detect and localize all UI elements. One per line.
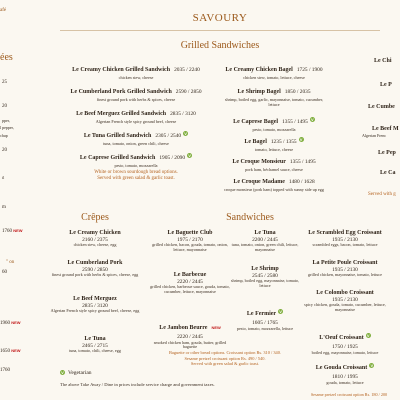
right-fragment: Le Cumbe: [368, 104, 395, 110]
item-desc: tomato, lettuce, cheese: [254, 147, 294, 153]
item-desc: boiled egg, mayonnaise, tomato, lettuce: [311, 349, 379, 355]
left-desc: m: [2, 205, 6, 210]
left-price: 25: [2, 80, 7, 85]
item-name: Le Shrimp Bagel: [237, 89, 281, 95]
item-price: 1810 / 1995: [332, 374, 358, 381]
menu-item: [66, 102, 206, 125]
item-desc: grilled chicken, barbecue sauce, gouda, tomato, cucumber, lettuce, mayonnaise: [150, 284, 230, 294]
note-line: Sesame pretzel croissant option Rs. 490 / 540.: [184, 355, 266, 361]
right-fragment: Le P: [380, 82, 392, 88]
item-name: Le Tuna: [254, 230, 276, 236]
item-desc: chicken stew, tomato, lettuce, cheese: [243, 75, 305, 81]
item-price: 1355 / 1495: [289, 159, 316, 165]
leaf-dot-icon: V: [299, 136, 303, 142]
left-desc: pper,: [2, 118, 10, 123]
item-price: 1850 / 2035: [284, 89, 311, 95]
item-price: 1355 / 1495: [282, 119, 308, 125]
menu-item: [300, 356, 390, 385]
item-name: Le Beef Merguez: [73, 296, 117, 302]
item-desc: tuna, tomato, onion, green chili, cheese: [103, 141, 169, 147]
menu-item: [150, 316, 230, 350]
menu-item: [300, 290, 390, 313]
item-name: Le Cumberland Pork Grilled Sandwich: [70, 89, 172, 95]
left-desc: chup: [0, 133, 8, 138]
item-name: Le Tuna: [84, 336, 106, 342]
menu-item: [214, 167, 334, 193]
left-price-value: 1760: [2, 229, 12, 234]
item-price: 1935 / 2130: [332, 296, 358, 303]
menu-item: [300, 260, 390, 278]
item-price: 1905 / 2090: [159, 155, 186, 161]
item-name: Le Caprese Grilled Sandwich: [79, 155, 156, 161]
right-fragment: Le Chi: [374, 58, 392, 64]
item-desc: finest ground pork with herbs & spices, cheese, egg: [51, 272, 139, 278]
item-desc: pesto, tomato, mozzarella: [114, 163, 158, 169]
item-desc: gouda, tomato, lettuce: [326, 379, 364, 385]
item-name: Le Baguette Club: [167, 230, 213, 236]
item-name: Le Colombo Croissant: [316, 290, 374, 296]
item-price: 1750 / 1925: [332, 344, 358, 351]
item-name: Le Gouda Croissant: [315, 365, 368, 371]
item-name: Le Croque Monsieur: [232, 159, 286, 165]
item-price: 1605 / 1765: [252, 320, 278, 327]
left-price: 60: [2, 270, 7, 275]
item-price: 1480 / 1628: [288, 179, 315, 185]
leaf-dot-icon: V: [61, 370, 64, 376]
item-name: Le Caprese Bagel: [233, 119, 279, 125]
sesame-note: Sesame pretzel croissant option Rs. 180 / 200: [310, 392, 388, 397]
item-name: Le Shrimp: [251, 266, 279, 272]
leaf-dot-icon: V: [188, 152, 191, 158]
item-price: 2220 / 2445: [177, 278, 203, 285]
item-price: 2035 / 2240: [174, 67, 200, 73]
item-name: Le Tuna Grilled Sandwich: [83, 133, 152, 139]
sandwiches-note: [150, 350, 300, 367]
vegetarian-label: Vegetarian: [68, 370, 92, 376]
item-name: La Petite Poule Croissant: [312, 260, 378, 266]
item-price: 2835 / 3120: [170, 111, 196, 117]
item-price: 2160 / 2375: [82, 236, 108, 243]
item-name: L'Oeuf Croissant: [319, 335, 364, 341]
item-price: 2545 / 2580: [252, 272, 278, 279]
item-desc: shrimp, boiled egg, mayonnaise, tomato, lettuce: [230, 278, 300, 288]
item-price: 1235 / 1355: [270, 139, 297, 145]
page-title: SAVOURY: [192, 12, 248, 24]
left-cafe: afé: [0, 8, 7, 13]
menu-item: [214, 80, 334, 108]
leaf-dot-icon: V: [310, 116, 314, 122]
note-line: Served with green salad & garlic toast.: [97, 176, 175, 182]
item-price: 2220 / 2445: [177, 334, 203, 341]
item-price: 1975 / 2170: [177, 236, 203, 243]
item-price: 1935 / 2130: [332, 266, 358, 273]
item-name: Le Jambon Beurre: [159, 325, 208, 331]
item-desc: Algerian French style spicy ground beef, cheese: [95, 119, 177, 125]
vegetarian-legend: [60, 370, 92, 376]
menu-item: [150, 272, 230, 295]
left-price: [2, 228, 23, 234]
item-desc: grilled chicken, bacon, gouda, tomato, onion, lettuce, mayonnaise: [152, 242, 228, 252]
menu-item: [50, 336, 140, 354]
new-badge: NEW: [211, 325, 221, 330]
right-fragment: Le Ca: [380, 170, 396, 176]
item-name: Le Bagel: [244, 139, 267, 145]
item-name: Le Cumberland Pork: [67, 260, 123, 266]
leaf-dot-icon: V: [184, 130, 187, 136]
right-fragment: Algerian Frenc: [362, 133, 387, 138]
menu-item: [230, 266, 300, 289]
item-price: 2305 / 2540: [155, 133, 182, 139]
item-desc: spicy chicken, gouda, tomato, cucumber, lettuce, mayonnaise: [304, 302, 386, 312]
menu-item: [300, 230, 390, 248]
item-desc: pesto, tomato, mozzarella: [252, 127, 296, 133]
item-price: 2590 / 2850: [82, 266, 108, 273]
item-price: 1725 / 1900: [296, 67, 323, 73]
item-name: Le Croque Madame: [233, 179, 285, 185]
item-name: Le Barbecue: [173, 272, 207, 278]
note-line: Served with green salad & garlic toast.: [190, 361, 260, 366]
item-desc: croque monsieur (pork ham) topped with sunny side up egg: [224, 187, 324, 193]
section-grilled-heading: Grilled Sandwiches: [180, 40, 260, 51]
item-name: Le Creamy Chicken Grilled Sandwich: [72, 67, 171, 73]
item-desc: pork ham, béchamel sauce, cheese: [245, 167, 303, 173]
section-sandwiches-heading: Sandwiches: [226, 212, 274, 223]
item-price: 1935 / 2130: [332, 236, 358, 243]
new-badge: NEW: [11, 320, 21, 325]
item-desc: tuna, tomato, onion, green chili, lettuce, mayonnaise: [231, 242, 299, 252]
left-price-value: 1650: [0, 349, 10, 354]
menu-item: [214, 58, 334, 81]
item-price: 2200 / 2445: [252, 236, 278, 243]
new-badge: NEW: [13, 228, 23, 233]
tax-note: The above Take Away / Dine in prices include service charge and government taxes.: [60, 382, 215, 387]
new-badge: NEW: [11, 348, 21, 353]
item-desc: chicken stew, cheese: [118, 75, 154, 81]
left-desc: il: [2, 175, 5, 180]
item-name: Le Beef Merguez Grilled Sandwich: [76, 111, 167, 117]
item-price: 2465 / 2715: [82, 342, 108, 349]
note-line: White or brown sourdough bread options.: [94, 170, 178, 175]
menu-item: [150, 230, 230, 253]
item-name: Le Creamy Chicken Bagel: [225, 67, 293, 73]
menu-item: [50, 230, 140, 248]
item-desc: chicken stew, cheese, egg: [73, 242, 117, 248]
left-desc: " on: [6, 260, 15, 265]
item-name: Le Scrambled Egg Croissant: [308, 230, 382, 236]
left-heading: ées: [0, 52, 13, 63]
item-desc: shrimp, boiled egg, garlic, mayonnaise, tomato, cucumber, lettuce: [224, 97, 324, 108]
item-name: Le Fermier: [246, 311, 277, 317]
menu-item: [50, 260, 140, 278]
leaf-dot-icon: V: [279, 308, 282, 314]
item-price: 2835 / 3120: [82, 302, 108, 309]
item-desc: pesto, tomato, mozzarella, lettuce: [236, 325, 294, 331]
left-desc: l pepper,: [0, 125, 14, 130]
item-desc: Algerian French style spicy ground beef, cheese, egg: [50, 308, 140, 314]
divider: [60, 30, 380, 31]
menu-item: [66, 58, 206, 81]
item-desc: smoked chicken ham, gouda, butter, grilled baguette: [153, 339, 227, 350]
menu-item: [45, 296, 145, 314]
left-price: [0, 348, 21, 354]
item-name: Le Creamy Chicken: [69, 230, 121, 236]
menu-item: [230, 230, 300, 253]
right-fragment: Le Beef M: [372, 126, 399, 132]
note-line: Baguette or other bread options. Croissant option Rs. 310 / 340.: [168, 350, 282, 355]
left-price: 20: [2, 148, 7, 153]
leaf-dot-icon: V: [370, 362, 374, 368]
menu-item: [230, 302, 300, 331]
section-crepes-heading: Crêpes: [81, 212, 109, 223]
left-price: [0, 320, 21, 326]
menu-item: [300, 326, 390, 355]
item-desc: finest ground pork with herbs & spices, cheese: [96, 97, 176, 103]
leaf-dot-icon: V: [366, 332, 370, 338]
item-desc: tuna, tomato, chili, cheese, egg: [69, 348, 121, 354]
item-desc: scrambled eggs, bacon, tomato, lettuce: [312, 242, 378, 248]
item-price: 2590 / 2850: [175, 89, 202, 95]
left-price: 1760: [0, 368, 10, 373]
left-price-value: 1960: [0, 321, 10, 326]
left-price: 20: [2, 104, 7, 109]
menu-item: [66, 146, 206, 169]
menu-item: [66, 80, 206, 103]
grilled-note: [66, 170, 206, 183]
right-fragment: Served with g: [368, 192, 396, 197]
right-fragment: Le Pep: [378, 150, 396, 156]
item-desc: grilled chicken, mayonnaise, tomato, lettuce: [307, 272, 383, 278]
menu-item: [66, 124, 206, 147]
